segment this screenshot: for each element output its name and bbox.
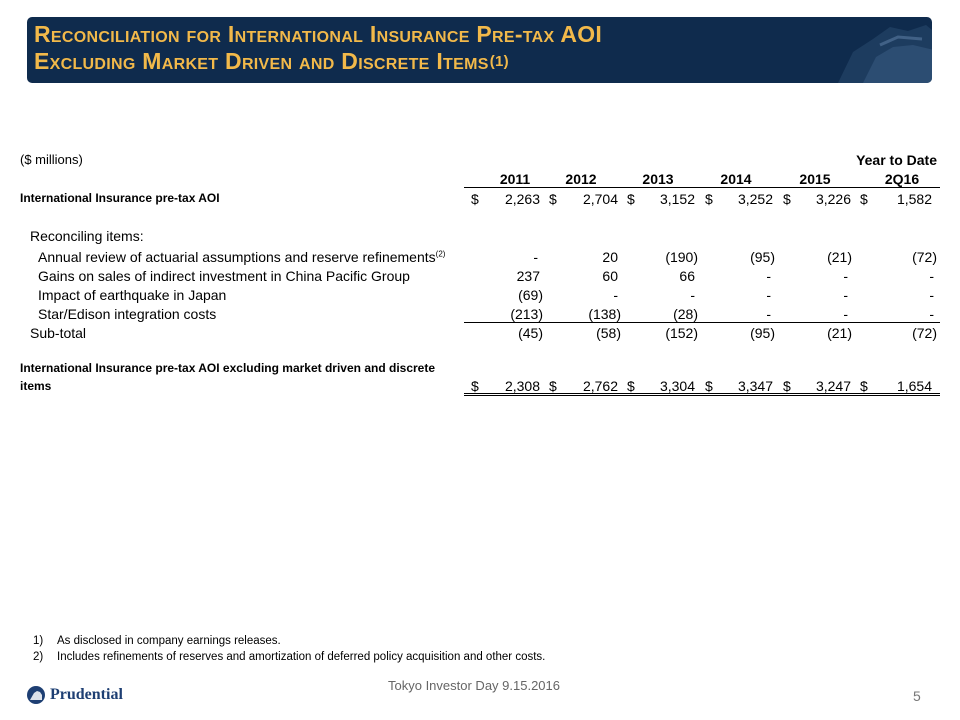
table-cell: (28)	[673, 306, 698, 322]
rock-logo-icon	[26, 685, 46, 705]
prudential-logo	[26, 685, 123, 705]
logo-text: Prudential	[50, 686, 123, 703]
table-cell: 3,252	[737, 191, 773, 207]
table-cell: -	[613, 287, 618, 303]
table-cell: 3,152	[659, 191, 695, 207]
table-cell: (21)	[827, 249, 852, 265]
table-cell: (138)	[588, 306, 621, 322]
reconciling-items-label: Reconciling items:	[30, 228, 144, 244]
row-label: International Insurance pre-tax AOI	[20, 191, 220, 205]
currency-sign: $	[705, 378, 713, 394]
currency-sign: $	[471, 378, 479, 394]
table-row-aoi	[20, 191, 940, 209]
currency-sign: $	[860, 191, 868, 207]
title-line-1: Reconciliation for International Insurance Pre-tax AOI	[34, 21, 603, 47]
footer-event: Tokyo Investor Day 9.15.2016	[388, 678, 560, 693]
table-cell: -	[843, 306, 848, 322]
currency-sign: $	[783, 378, 791, 394]
subtotal-rule	[464, 322, 940, 323]
col-header-2013: 2013	[642, 171, 674, 187]
table-cell: -	[533, 249, 538, 265]
footnote-item	[33, 634, 545, 650]
table-cell: 66	[679, 268, 695, 284]
table-row-aoi-excluding	[20, 359, 940, 395]
currency-sign: $	[471, 191, 479, 207]
row-label: Star/Edison integration costs	[38, 306, 217, 322]
table-cell: -	[929, 268, 934, 284]
row-label	[20, 359, 435, 395]
col-header-2q16: 2Q16	[884, 171, 920, 187]
table-cell: (21)	[827, 325, 852, 341]
table-cell: (72)	[912, 325, 937, 341]
table-cell: (45)	[518, 325, 543, 341]
currency-sign: $	[549, 191, 557, 207]
table-cell: 3,247	[815, 378, 851, 394]
table-cell: -	[929, 287, 934, 303]
col-header-2011: 2011	[499, 171, 531, 187]
total-double-rule	[464, 393, 940, 396]
table-cell: (58)	[596, 325, 621, 341]
title-bar	[27, 17, 932, 83]
table-cell: -	[766, 268, 771, 284]
footnotes	[33, 634, 545, 665]
table-cell: 20	[602, 249, 618, 265]
row-label: Gains on sales of indirect investment in China Pacific Group	[38, 268, 410, 284]
table-cell: 3,347	[737, 378, 773, 394]
page-number: 5	[913, 688, 921, 704]
currency-sign: $	[783, 191, 791, 207]
table-cell: (190)	[665, 249, 698, 265]
ytd-header: Year to Date	[856, 152, 937, 168]
footnote-text: As disclosed in company earnings releases.	[57, 635, 281, 647]
table-cell: -	[690, 287, 695, 303]
title-footnote-ref: (1)	[489, 53, 509, 70]
table-cell: -	[929, 306, 934, 322]
slide-title	[34, 21, 602, 75]
header-rule	[464, 187, 940, 188]
table-row-subtotal	[20, 325, 940, 343]
title-line-2: Excluding Market Driven and Discrete Items	[34, 48, 489, 74]
table-cell: 3,304	[659, 378, 695, 394]
table-row-actuarial	[20, 249, 940, 267]
table-cell: -	[843, 287, 848, 303]
table-cell: 3,226	[815, 191, 851, 207]
table-cell: 2,762	[582, 378, 618, 394]
table-cell: 237	[516, 268, 540, 284]
footnote-ref: (2)	[435, 249, 446, 259]
table-cell: (213)	[510, 306, 543, 322]
table-cell: 1,582	[896, 191, 932, 207]
col-header-2014: 2014	[720, 171, 752, 187]
currency-sign: $	[860, 378, 868, 394]
table-cell: 2,704	[582, 191, 618, 207]
table-cell: -	[766, 287, 771, 303]
currency-sign: $	[627, 191, 635, 207]
table-row-china	[20, 268, 940, 286]
row-label: Impact of earthquake in Japan	[38, 287, 227, 303]
currency-sign: $	[627, 378, 635, 394]
row-label-line-1: International Insurance pre-tax AOI excluding market driven and discrete	[20, 361, 436, 375]
table-cell: 1,654	[896, 378, 932, 394]
table-cell: 2,263	[504, 191, 540, 207]
table-cell: (69)	[518, 287, 543, 303]
rock-of-gibraltar-icon	[818, 17, 932, 83]
table-cell: (72)	[912, 249, 937, 265]
currency-sign: $	[549, 378, 557, 394]
units-label: ($ millions)	[20, 152, 83, 167]
row-label: Annual review of actuarial assumptions and reserve refinements	[38, 249, 436, 265]
table-cell: -	[843, 268, 848, 284]
table-cell: 2,308	[504, 378, 540, 394]
table-cell: 60	[602, 268, 618, 284]
col-header-2015: 2015	[799, 171, 831, 187]
footnote-number: 2)	[33, 650, 44, 663]
table-cell: -	[766, 306, 771, 322]
row-label-line-2: items	[20, 379, 52, 393]
table-cell: (95)	[750, 325, 775, 341]
footnote-number: 1)	[33, 635, 44, 647]
table-row-earthquake	[20, 287, 940, 305]
row-label: Sub-total	[30, 325, 87, 341]
col-header-2012: 2012	[565, 171, 597, 187]
footnote-item	[33, 650, 545, 666]
table-cell: (95)	[750, 249, 775, 265]
currency-sign: $	[705, 191, 713, 207]
footnote-text: Includes refinements of reserves and amortization of deferred policy acquisition and other costs.	[57, 650, 546, 663]
table-cell: (152)	[665, 325, 698, 341]
